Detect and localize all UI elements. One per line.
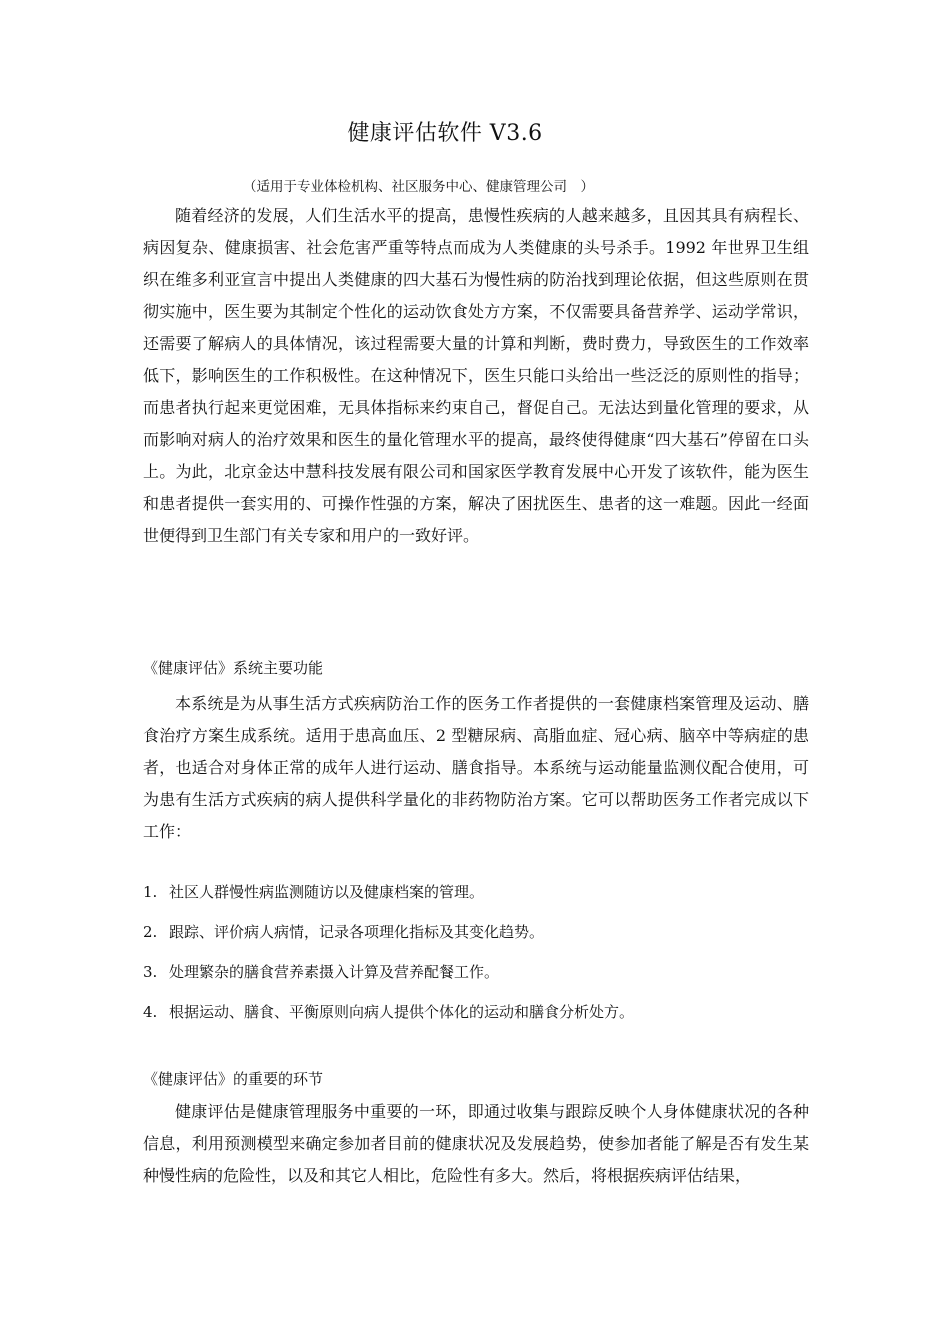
- functions-paragraph: 本系统是为从事生活方式疾病防治工作的医务工作者提供的一套健康档案管理及运动、膳食治疗方案生成系统。适用于患高血压、2 型糖尿病、高脂血症、冠心病、脑卒中等病症的患者，也适合对身体正常的成年人进行运动、膳食指导。本系统与运动能量监测仪配合使用，可为患有生活方式疾病的病人提供科学量化的非药物防治方案。它可以帮助医务工作者完成以下工作：: [143, 694, 809, 841]
- list-item-text: 处理繁杂的膳食营养素摄入计算及营养配餐工作。: [169, 963, 500, 981]
- list-item: [143, 956, 809, 996]
- list-item-text: 跟踪、评价病人病情，记录各项理化指标及其变化趋势。: [169, 923, 545, 941]
- list-item-text: 根据运动、膳食、平衡原则向病人提供个体化的运动和膳食分析处方。: [169, 1003, 635, 1021]
- list-item-number: 3.: [143, 963, 158, 981]
- evaluation-paragraph: 健康评估是健康管理服务中重要的一环，即通过收集与跟踪反映个人身体健康状况的各种信息，利用预测模型来确定参加者目前的健康状况及发展趋势，使参加者能了解是否有发生某种慢性病的危险性，以及和其它人相比，危险性有多大。然后，将根据疾病评估结果，: [143, 1102, 809, 1185]
- functions-list: [143, 876, 809, 1036]
- document-title: 健康评估软件 V3.6: [347, 121, 543, 146]
- list-item: [143, 916, 809, 956]
- list-item-text: 社区人群慢性病监测随访以及健康档案的管理。: [169, 883, 485, 901]
- list-item-number: 1.: [143, 883, 158, 901]
- intro-paragraph: 随着经济的发展，人们生活水平的提高，患慢性疾病的人越来越多，且因其具有病程长、病因复杂、健康损害、社会危害严重等特点而成为人类健康的头号杀手。1992 年世界卫生组织在维多利亚宣言中提出人类健康的四大基石为慢性病的防治找到理论依据，但这些原则在贯彻实施中，医生要为其制定个性化的运动饮食处方方案，不仅需要具备营养学、运动学常识，还需要了解病人的具体情况，该过程需要大量的计算和判断，费时费力，导致医生的工作效率低下，影响医生的工作积极性。在这种情况下，医生只能口头给出一些泛泛的原则性的指导；而患者执行起来更觉困难，无具体指标来约束自己，督促自己。无法达到量化管理的要求，从而影响对病人的治疗效果和医生的量化管理水平的提高，最终使得健康“四大基石”停留在口头上。为此，北京金达中慧科技发展有限公司和国家医学教育发展中心开发了该软件，能为医生和患者提供一套实用的、可操作性强的方案，解决了困扰医生、患者的这一难题。因此一经面世便得到卫生部门有关专家和用户的一致好评。: [143, 206, 809, 545]
- list-item: [143, 876, 809, 916]
- list-item: [143, 996, 809, 1036]
- functions-heading: 《健康评估》系统主要功能: [143, 659, 324, 677]
- list-item-number: 2.: [143, 923, 158, 941]
- list-item-number: 4.: [143, 1003, 158, 1021]
- document-subtitle: （适用于专业体检机构、社区服务中心、健康管理公司 ）: [243, 179, 594, 195]
- evaluation-heading: 《健康评估》的重要的环节: [143, 1070, 324, 1088]
